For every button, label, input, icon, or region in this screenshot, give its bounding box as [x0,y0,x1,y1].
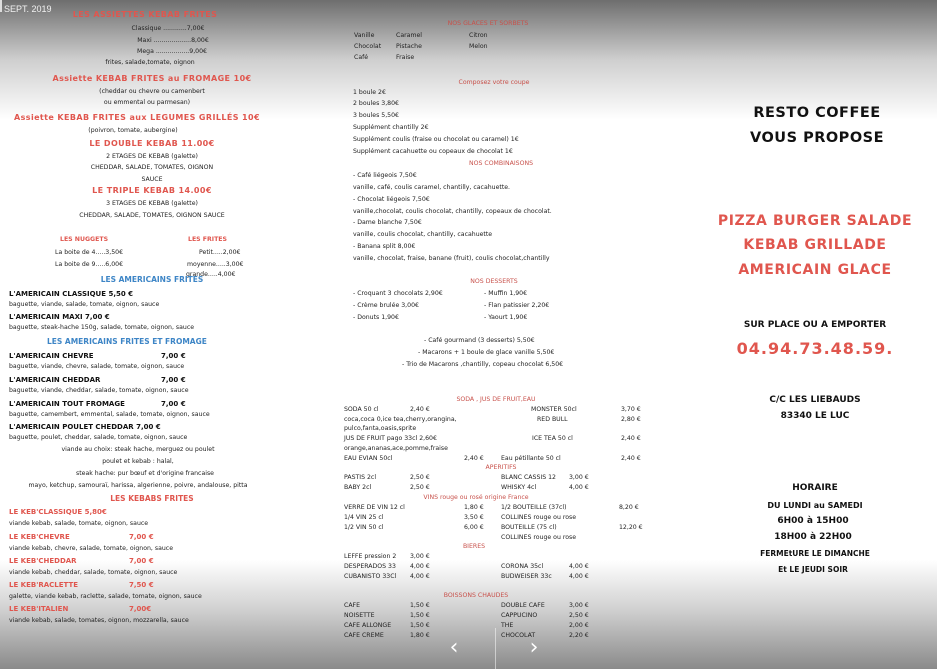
drink-item: 1/2 BOUTEILLE (37cl) [501,504,567,511]
nuggets-title: LES NUGGETS [60,236,109,243]
drink-item: CAFE [344,602,361,609]
drink-price: 4,00 € [569,573,589,580]
menu-desc: CHEDDAR, SALADE, TOMATES, OIGNON SAUCE [79,212,225,219]
drink-price: 2,40 € [621,435,641,442]
menu-desc: 3 ETAGES DE KEBAB (galette) [106,200,198,207]
menu-desc: (cheddar ou chevre ou camenbert [99,88,205,95]
drink-item: MONSTER 50cl [531,406,577,413]
drink-item: Eau pétillante 50 cl [501,455,561,462]
menu-item: - Flan patissier 2,20€ [484,302,550,309]
drink-item: CORONA 35cl [501,563,544,570]
menu-item: - Café liégeois 7,50€ [353,172,417,179]
hours-line: FERMEtURE LE DIMANCHE [760,549,870,558]
menu-price: 7,00 € [161,376,186,384]
menu-price: 7,00 € [161,352,186,360]
drink-price: 3,00 € [569,602,589,609]
drink-item: VERRE DE VIN 12 cl [344,504,405,511]
drink-item: DOUBLE CAFE [501,602,545,609]
chevron-right-icon: › [529,635,539,660]
hours-title: HORAIRE [792,483,838,493]
drink-item: EAU EVIAN 50cl [344,455,393,462]
drink-price: 4,00 € [569,563,589,570]
menu-item: LE KEB'ITALIEN [9,605,69,613]
drink-desc: orange,ananas,ace,pomme,fraise [344,445,448,452]
menu-item: 3 boules 5,50€ [353,112,399,119]
menu-note: viande au choix: steak hache, merguez ou poulet [61,446,215,453]
menu-item: LE KEB'CHEVRE [9,533,70,541]
menu-desc: baguette, viande, cheddar, salade, tomate, oignon, sauce [9,387,189,394]
drink-item: BOUTEILLE (75 cl) [501,524,557,531]
next-photo-button[interactable] [517,633,551,663]
menu-item: - Croquant 3 chocolats 2,90€ [353,290,443,297]
menu-desc: frites, salade,tomate, oignon [105,59,195,66]
menu-price: 7,00 € [161,400,186,408]
hours-line: 18H00 à 22H00 [774,532,852,542]
drink-price: 2,20 € [569,632,589,639]
menu-note: poulet et kebab : halal, [102,458,174,465]
menu-item: 1 boule 2€ [353,89,386,96]
drink-item: CHOCOLAT [501,632,536,639]
drink-price: 3,70 € [621,406,641,413]
drink-item: BLANC CASSIS 12 [501,474,556,481]
drink-price: 4,00 € [410,573,430,580]
menu-item: LE KEB'CLASSIQUE 5,80€ [9,508,107,516]
menu-item: LE KEB'RACLETTE [9,581,79,589]
drink-price: 6,00 € [464,524,484,531]
previous-photo-button[interactable] [437,633,471,663]
double-title: LE DOUBLE KEBAB 11.00€ [89,139,215,148]
menu-item: L'AMERICAIN POULET CHEDDAR 7,00 € [9,423,161,431]
menu-desc: vanille,chocolat, coulis chocolat, chantilly, copeaux de chocolat. [353,208,552,215]
drink-price: 2,80 € [621,416,641,423]
flavor: Fraise [396,54,415,61]
glaces-title: NOS GLACES ET SORBETS [447,20,529,27]
phone-number: 04.94.73.48.59. [736,339,894,358]
drink-price: 3,00 € [569,474,589,481]
menu-desc: ou emmental ou parmesan) [103,99,191,106]
drink-item: WHISKY 4cl [501,484,537,491]
menu-right-column [700,0,937,669]
drink-price: 12,20 € [619,524,643,531]
menu-desc: viande kebab, salade, tomate, oignon, sauce [9,520,149,527]
menu-desc: 2 ETAGES DE KEBAB (galette) [106,153,198,160]
menu-item: Mega .................9,00€ [137,48,207,55]
drink-item: JUS DE FRUIT pago 33cl 2,60€ [344,435,437,442]
drink-item: BABY 2cl [344,484,372,491]
menu-item: 2 boules 3,80€ [353,100,399,107]
menu-price: 7,50 € [129,581,154,589]
drink-item: LEFFE pression 2 [344,553,397,560]
menu-item: Maxi ...................8,00€ [137,37,209,44]
drink-price: 1,50 € [410,612,430,619]
soda-title: SODA , JUS DE FRUIT,EAU [456,396,536,403]
menu-desc: baguette, viande, chevre, salade, tomate, oignon, sauce [9,363,185,370]
menu-item: La boite de 9.....6,00€ [55,261,124,268]
drink-desc: COLLINES rouge ou rose [501,534,577,541]
drink-desc: COLLINES rouge ou rose [501,514,577,521]
menu-item: LE KEB'CHEDDAR [9,557,77,565]
chaudes-title: BOISSONS CHAUDES [443,592,509,599]
menu-desc: viande kebab, chevre, salade, tomate, oignon, sauce [9,545,174,552]
hours-line: DU LUNDI au SAMEDI [767,501,863,510]
menu-item: - Banana split 8,00€ [353,243,416,250]
menu-item: - Trio de Macarons ,chantilly, copeau chocolat 6,50€ [402,361,564,368]
menu-desc: vanille, café, coulis caramel, chantilly, cacahuette. [353,184,511,191]
drink-desc: coca,coca 0,ice tea,cherry,orangina, [344,416,457,423]
service-mode: SUR PLACE OU A EMPORTER [743,320,887,330]
menu-item: - Macarons + 1 boule de glace vanille 5,50€ [418,349,555,356]
menu-desc: SAUCE [141,176,163,183]
drink-item: THE [501,622,514,629]
drink-item: PASTIS 2cl [344,474,377,481]
address-line: C/C LES LIEBAUDS [769,395,861,405]
promo-line: KEBAB GRILLADE [743,237,887,253]
drink-price: 1,80 € [464,504,484,511]
menu-desc: baguette, steak-hache 150g, salade, tomate, oignon, sauce [9,324,195,331]
menu-item: Petit.....2,00€ [199,249,241,256]
menu-desc: baguette, viande, salade, tomate, oignon, sauce [9,301,160,308]
flavor: Citron [469,32,488,39]
drink-price: 2,50 € [410,474,430,481]
drink-price: 4,00 € [410,563,430,570]
drink-price: 2,40 € [621,455,641,462]
menu-note: steak hache: pur bœuf et d'origine francaise [76,470,214,477]
drink-item: CUBANISTO 33Cl [344,573,397,580]
flavor: Café [354,54,369,61]
aperitifs-title: APERITIFS [485,464,517,471]
restaurant-name: RESTO COFFEE [753,105,881,121]
flavor: Caramel [396,32,423,39]
drink-price: 1,50 € [410,602,430,609]
bieres-title: BIERES [462,543,486,550]
menu-item: Supplément chantilly 2€ [353,124,429,131]
drink-price: 2,40 € [410,406,430,413]
combinaisons-title: NOS COMBINAISONS [468,160,534,167]
menu-item: L'AMERICAIN TOUT FROMAGE [9,400,125,408]
menu-item: - Crème brulée 3,00€ [353,302,419,309]
menu-desc: vanille, chocolat, fraise, banane (fruit), coulis chocolat,chantilly [353,255,550,262]
menu-price: 7,00 € [129,533,154,541]
drink-item: RED BULL [537,416,568,423]
drink-item: DESPERADOS 33 [344,563,396,570]
menu-item: - Muffin 1,90€ [484,290,528,297]
menu-item: La boite de 4.....3,50€ [55,249,124,256]
photo-date-stamp: SEPT. 2019 [4,4,52,14]
menu-item: L'AMERICAIN CHEVRE [9,352,94,360]
flavor: Melon [469,43,488,50]
drink-item: CAPPUCINO [501,612,538,619]
drink-desc: pulco,fanta,oasis,sprite [344,425,417,432]
drink-price: 8,20 € [619,504,639,511]
frites-title: LES FRITES [188,236,227,243]
menu-desc: baguette, camembert, emmental, salade, tomate, oignon, sauce [9,411,210,418]
drink-price: 1,80 € [410,632,430,639]
drink-price: 3,50 € [464,514,484,521]
hours-line: 6H00 à 15H00 [777,516,849,526]
menu-desc: (poivron, tomate, aubergine) [88,127,178,134]
triple-title: LE TRIPLE KEBAB 14.00€ [92,186,212,195]
menu-desc: vanille, coulis chocolat, chantilly, cacahuette [353,231,493,238]
menu-item: grande.....4,00€ [186,271,236,278]
drink-price: 2,00 € [569,622,589,629]
menu-price: 7,00€ [129,605,152,613]
drink-price: 2,50 € [569,612,589,619]
drink-item: BUDWEISER 33c [501,573,552,580]
address-line: 83340 LE LUC [780,411,850,421]
drink-item: SODA 50 cl [344,406,379,413]
drink-item: ICE TEA 50 cl [532,435,573,442]
menu-desc: viande kebab, salade, tomates, oignon, mozzarella, sauce [9,617,189,624]
menu-desc: galette, viande kebab, raclette, salade, tomate, oignon, sauce [9,593,202,600]
promo-line: PIZZA BURGER SALADE [717,213,913,229]
restaurant-subtitle: VOUS PROPOSE [750,130,884,146]
flavor: Vanille [354,32,375,39]
drink-price: 4,00 € [569,484,589,491]
menu-price: 7,00 € [129,557,154,565]
menu-item: - Chocolat liégeois 7,50€ [353,196,430,203]
promo-line: AMERICAIN GLACE [738,262,892,278]
composez-title: Composez votre coupe [458,79,530,86]
menu-item: L'AMERICAIN MAXI 7,00 € [9,313,110,321]
drink-item: CAFE CREME [344,632,384,639]
menu-desc: CHEDDAR, SALADE, TOMATES, OIGNON [90,164,214,171]
drink-item: 1/2 VIN 50 cl [344,524,384,531]
fromage-title: Assiette KEBAB FRITES au FROMAGE 10€ [52,74,252,83]
drink-item: NOISETTE [344,612,375,619]
menu-desc: baguette, poulet, cheddar, salade, tomate, oignon, sauce [9,434,188,441]
menu-item: moyenne.....3,00€ [187,261,244,268]
drink-price: 1,50 € [410,622,430,629]
menu-note: mayo, ketchup, samouraï, harissa, algerienne, poivre, andalouse, pitta [28,482,248,489]
menu-item: Supplément cacahuette ou copeaux de chocolat 1€ [353,148,513,155]
drink-item: 1/4 VIN 25 cl [344,514,384,521]
menu-item: Classique ............7,00€ [131,25,205,32]
menu-desc: viande kebab, cheddar, salade, tomate, oignon, sauce [9,569,178,576]
desserts-title: NOS DESSERTS [470,278,518,285]
drink-price: 2,40 € [464,455,484,462]
americains-title: LES AMERICAINS FRITES [100,275,204,284]
menu-item: L'AMERICAIN CLASSIQUE 5,50 € [9,290,134,298]
menu-left-column [0,0,275,669]
menu-item: L'AMERICAIN CHEDDAR [9,376,101,384]
kebabs-title: LES KEBABS FRITES [110,494,194,503]
drink-price: 2,50 € [410,484,430,491]
nav-divider [495,628,496,669]
drink-item: CAFE ALLONGE [344,622,392,629]
legumes-title: Assiette KEBAB FRITES aux LEGUMES GRILLÉS 10€ [14,113,260,122]
menu-middle-column [336,0,656,669]
hours-line: Et LE JEUDI SOIR [778,565,848,574]
menu-item: - Dame blanche 7,50€ [353,219,422,226]
drink-price: 3,00 € [410,553,430,560]
chevron-left-icon: ‹ [449,635,459,660]
menu-item: - Yaourt 1,90€ [484,314,528,321]
flavor: Pistache [396,43,422,50]
menu-item: - Café gourmand (3 desserts) 5,50€ [424,337,535,344]
assiettes-title: LES ASSIETTES KEBAB FRITES [72,10,218,19]
menu-item: Supplément coulis (fraise ou chocolat ou caramel) 1€ [353,136,519,143]
vins-title: VINS rouge ou rosé origine France [423,494,529,501]
flavor: Chocolat [354,43,382,50]
menu-item: - Donuts 1,90€ [353,314,399,321]
americains-fromage-title: LES AMERICAINS FRITES ET FROMAGE [47,337,207,346]
